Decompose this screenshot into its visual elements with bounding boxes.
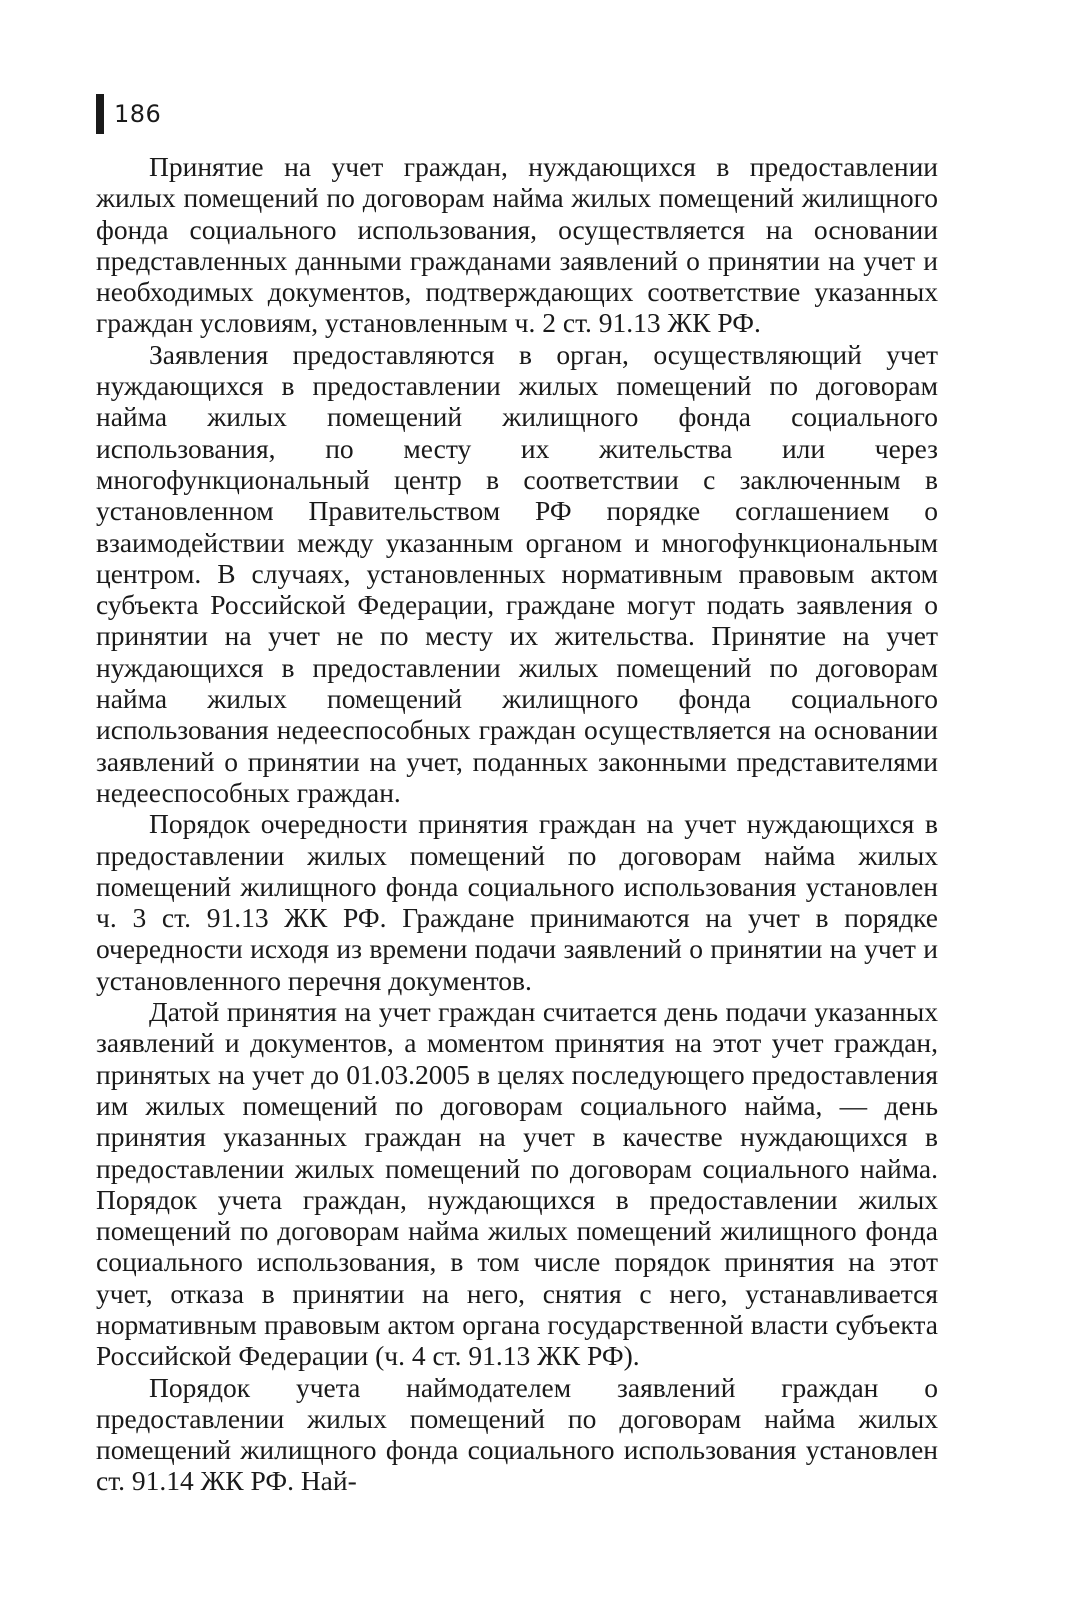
paragraph: Датой принятия на учет граждан считается день подачи указанных заявлений и документов, а моментом принятия на этот учет граждан, принятых на учет до 01.03.2005 в целях последующего предоставления им жилых помещений по договорам социального найма, — день принятия указанных граждан на учет в качестве нуждающихся в предоставлении жилых помещений по договорам социального найма. Порядок учета граждан, нуждающихся в предоставлении жилых помещений по договорам найма жилых помещений жилищного фонда социального использования, в том числе порядок принятия на этот учет, отказа в принятии на него, снятия с него, устанавливается нормативным правовым актом органа государственной власти субъекта Российской Федерации (ч. 4 ст. 91.13 ЖК РФ). [96, 996, 938, 1372]
paragraph: Порядок очередности принятия граждан на учет нуждающихся в предоставлении жилых помещений по договорам найма жилых помещений жилищного фонда социального использования установлен ч. 3 ст. 91.13 ЖК РФ. Граждане принимаются на учет в порядке очередности исходя из времени подачи заявлений о принятии на учет и установленного перечня документов. [96, 808, 938, 996]
paragraph: Принятие на учет граждан, нуждающихся в предоставлении жилых помещений по договорам найма жилых помещений жилищного фонда социального использования, осуществляется на основании представленных данными гражданами заявлений о принятии на учет и необходимых документов, подтверждающих соответствие указанных граждан условиям, установленным ч. 2 ст. 91.13 ЖК РФ. [96, 151, 938, 339]
header-bar-decoration [96, 94, 104, 134]
paragraph: Порядок учета наймодателем заявлений граждан о предоставлении жилых помещений по договорам найма жилых помещений жилищного фонда социального использования установлен ст. 91.14 ЖК РФ. Най- [96, 1371, 938, 1497]
page-number: 186 [114, 100, 162, 128]
body-text [96, 151, 938, 1497]
paragraph: Заявления предоставляются в орган, осуществляющий учет нуждающихся в предоставлении жилых помещений по договорам найма жилых помещений жилищного фонда социального использования, по месту их жительства или через многофункциональный центр в соответствии с заключенным в установленном Правительством РФ порядке соглашением о взаимодействии между указанным органом и многофункциональным центром. В случаях, установленных нормативным правовым актом субъекта Российской Федерации, граждане могут подать заявления о принятии на учет не по месту их жительства. Принятие на учет нуждающихся в предоставлении жилых помещений по договорам найма жилых помещений жилищного фонда социального использования недееспособных граждан осуществляется на основании заявлений о принятии на учет, поданных законными представителями недееспособных граждан. [96, 338, 938, 808]
page-header [96, 94, 161, 134]
